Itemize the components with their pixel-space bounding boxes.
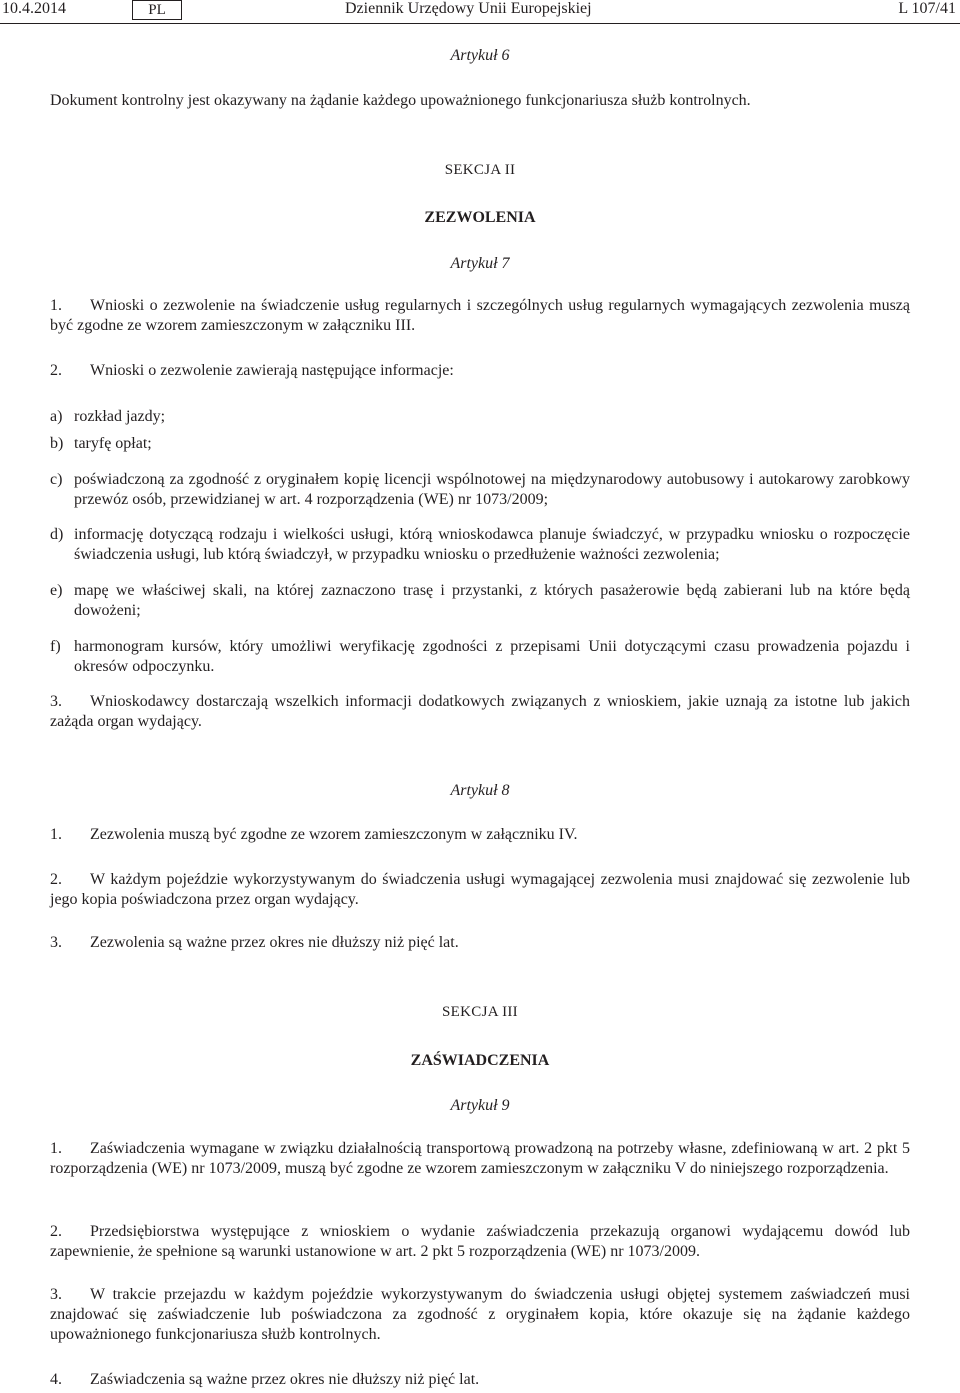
paragraph-number: 3.: [50, 1286, 62, 1303]
list-item-d: [50, 525, 910, 565]
paragraph-text: Zaświadczenia wymagane w związku działalnością transportową prowadzoną na potrzeby własne, zdefiniowaną w art. 2 pkt 5 rozporządzenia (WE) nr 1073/2009, muszą być zgodne ze wzorem zamieszczonym w załączniku V do niniejszego rozporządzenia.: [50, 1140, 910, 1177]
article-8-paragraph-2: [50, 870, 910, 910]
article-8-paragraph-1: [50, 825, 910, 845]
list-item-text: poświadczoną za zgodność z oryginałem kopię licencji wspólnotowej na międzynarodowy autobusowy i autokarowy zarobkowy przewóz osób, przewidzianej w art. 4 rozporządzenia (WE) nr 1073/2009;: [74, 471, 910, 508]
article-8-paragraph-3: [50, 933, 910, 953]
page-reference: L 107/41: [898, 0, 956, 17]
list-marker: d): [50, 526, 64, 543]
list-marker: f): [50, 638, 61, 655]
publication-date: 10.4.2014: [2, 0, 66, 17]
paragraph-text: W każdym pojeździe wykorzystywanym do świadczenia usługi wymagającej zezwolenia musi znajdować się zezwolenie lub jego kopia poświadczona przez organ wydający.: [50, 871, 910, 908]
list-item-text: rozkład jazdy;: [74, 408, 166, 425]
paragraph-text: Zaświadczenia są ważne przez okres nie dłuższy niż pięć lat.: [90, 1371, 480, 1388]
article-7-paragraph-2: [50, 361, 910, 381]
list-item-f: [50, 637, 910, 677]
paragraph-number: 1.: [50, 297, 62, 314]
paragraph-text: Wnioski o zezwolenie zawierają następujące informacje:: [90, 362, 454, 379]
list-marker: a): [50, 408, 63, 425]
list-item-e: [50, 581, 910, 621]
paragraph-number: 3.: [50, 934, 62, 951]
page-header: [0, 0, 960, 24]
paragraph-number: 2.: [50, 1223, 62, 1240]
article-9-paragraph-1: [50, 1139, 910, 1179]
list-item-text: mapę we właściwej skali, na której zaznaczono trasę i przystanki, z których pasażerowie będą zabierani lub na które będą dowożeni;: [74, 582, 910, 619]
list-item-a: [50, 407, 910, 427]
paragraph-text: Wnioskodawcy dostarczają wszelkich informacji dodatkowych związanych z wnioskiem, jakie uznają za istotne lub jakich zażąda organ wydający.: [50, 693, 910, 730]
article-7-title: Artykuł 7: [450, 255, 510, 272]
section-2-label: SEKCJA II: [444, 162, 516, 178]
paragraph-number: 4.: [50, 1371, 62, 1388]
list-item-b: [50, 434, 910, 454]
article-7-paragraph-1: [50, 296, 910, 336]
paragraph-text: Wnioski o zezwolenie na świadczenie usług regularnych i szczególnych usług regularnych wymagających zezwolenia muszą być zgodne ze wzorem zamieszczonym w załączniku III.: [50, 297, 910, 334]
paragraph-text: Przedsiębiorstwa występujące z wnioskiem o wydanie zaświadczenia przekazują organowi wydającemu dowód lub zapewnienie, że spełnione są warunki ustanowione w art. 2 pkt 5 rozporządzenia (WE) nr 1073/2009.: [50, 1223, 910, 1260]
list-marker: c): [50, 471, 63, 488]
list-item-text: taryfę opłat;: [74, 435, 152, 452]
language-badge: PL: [132, 0, 182, 20]
article-9-paragraph-4: [50, 1370, 910, 1390]
paragraph-number: 1.: [50, 826, 62, 843]
paragraph-text: Zezwolenia są ważne przez okres nie dłuższy niż pięć lat.: [90, 934, 459, 951]
article-9-paragraph-3: [50, 1285, 910, 1345]
list-item-c: [50, 470, 910, 510]
article-9-paragraph-2: [50, 1222, 910, 1262]
journal-title: Dziennik Urzędowy Unii Europejskiej: [345, 0, 592, 17]
paragraph-text: Zezwolenia muszą być zgodne ze wzorem zamieszczonym w załączniku IV.: [90, 826, 578, 843]
article-8-title: Artykuł 8: [450, 782, 510, 799]
header-divider: [0, 23, 960, 24]
section-2-title: ZEZWOLENIA: [424, 209, 536, 226]
paragraph-number: 1.: [50, 1140, 62, 1157]
paragraph-number: 3.: [50, 693, 62, 710]
article-7-paragraph-3: [50, 692, 910, 732]
article-6-title: Artykuł 6: [450, 47, 510, 64]
article-6-text: Dokument kontrolny jest okazywany na żądanie każdego upoważnionego funkcjonariusza służb kontrolnych.: [50, 92, 751, 109]
section-3-title: ZAŚWIADCZENIA: [410, 1052, 550, 1069]
paragraph-number: 2.: [50, 871, 62, 888]
section-3-label: SEKCJA III: [442, 1004, 518, 1020]
list-marker: b): [50, 435, 64, 452]
list-marker: e): [50, 582, 63, 599]
paragraph-number: 2.: [50, 362, 62, 379]
list-item-text: informację dotyczącą rodzaju i wielkości usługi, którą wnioskodawca planuje świadczyć, w przypadku wniosku o rozpoczęcie świadczenia usługi, lub którą świadczył, w przypadku wniosku o przedłużenie ważności zezwolenia;: [74, 526, 910, 563]
article-9-title: Artykuł 9: [450, 1097, 510, 1114]
paragraph-text: W trakcie przejazdu w każdym pojeździe wykorzystywanym do świadczenia usługi objętej systemem zaświadczeń musi znajdować się zaświadczenie lub poświadczona za zgodność z oryginałem kopia, które okazuje się na żądanie każdego upoważnionego funkcjonariusza służb kontrolnych.: [50, 1286, 910, 1343]
list-item-text: harmonogram kursów, który umożliwi weryfikację zgodności z przepisami Unii dotyczącymi czasu prowadzenia pojazdu i okresów odpoczynku.: [74, 638, 910, 675]
